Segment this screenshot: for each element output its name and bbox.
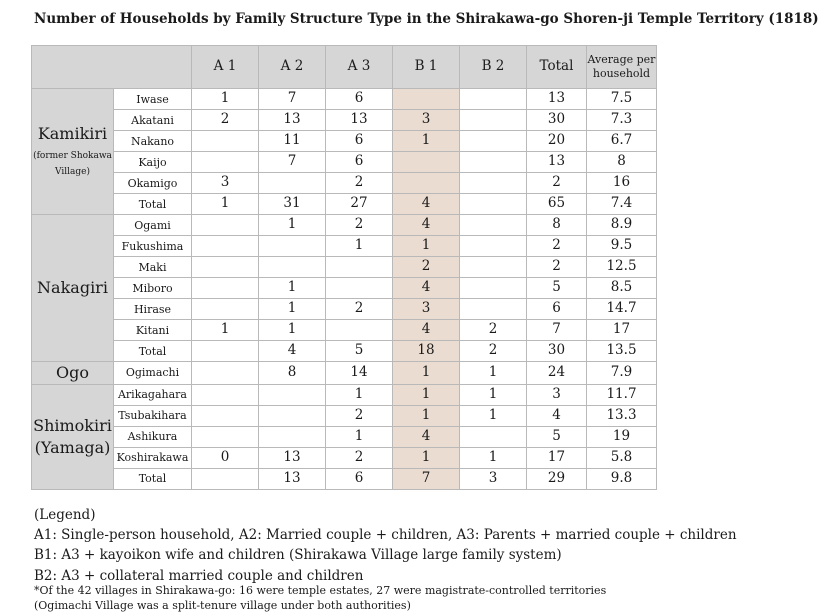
cell-a2: 8 — [259, 362, 326, 385]
cell-b2 — [460, 278, 527, 299]
cell-a1: 2 — [192, 110, 259, 131]
cell-avg: 17 — [587, 320, 657, 341]
cell-b2: 1 — [460, 362, 527, 385]
cell-b1 — [393, 173, 460, 194]
cell-a3 — [326, 278, 393, 299]
legend-line-a: A1: Single-person household, A2: Married couple + children, A3: Parents + married couple + children — [34, 527, 737, 544]
cell-avg: 7.4 — [587, 194, 657, 215]
cell-b2 — [460, 236, 527, 257]
cell-a3: 13 — [326, 110, 393, 131]
table-row — [32, 299, 657, 320]
cell-b1: 1 — [393, 447, 460, 468]
table-row — [32, 236, 657, 257]
cell-a1 — [192, 278, 259, 299]
cell-total: 29 — [527, 468, 587, 489]
footnote-line-1: *Of the 42 villages in Shirakawa-go: 16 were temple estates, 27 were magistrate-controlled territories — [34, 584, 607, 597]
cell-b1: 1 — [393, 405, 460, 426]
cell-b2 — [460, 89, 527, 110]
household-table — [31, 45, 657, 490]
cell-b2: 1 — [460, 405, 527, 426]
table-row — [32, 426, 657, 447]
cell-a3 — [326, 320, 393, 341]
cell-a2 — [259, 405, 326, 426]
cell-b1: 1 — [393, 362, 460, 385]
cell-a1 — [192, 152, 259, 173]
cell-avg: 19 — [587, 426, 657, 447]
cell-a3: 6 — [326, 89, 393, 110]
cell-avg: 9.5 — [587, 236, 657, 257]
cell-b2 — [460, 299, 527, 320]
cell-a2 — [259, 426, 326, 447]
cell-a2: 7 — [259, 152, 326, 173]
cell-total: 6 — [527, 299, 587, 320]
cell-a3: 1 — [326, 426, 393, 447]
cell-a3: 14 — [326, 362, 393, 385]
cell-a2: 31 — [259, 194, 326, 215]
cell-b2 — [460, 257, 527, 278]
village-name: Tsubakihara — [114, 405, 192, 426]
cell-a1 — [192, 257, 259, 278]
cell-a3: 2 — [326, 405, 393, 426]
table-row — [32, 131, 657, 152]
village-name: Kitani — [114, 320, 192, 341]
cell-a2: 1 — [259, 299, 326, 320]
cell-a1 — [192, 299, 259, 320]
village-name: Okamigo — [114, 173, 192, 194]
section-nakagiri — [32, 215, 114, 362]
village-name: Arikagahara — [114, 384, 192, 405]
table-row — [32, 152, 657, 173]
total-label: Total — [114, 468, 192, 489]
cell-a2: 11 — [259, 131, 326, 152]
cell-b2 — [460, 215, 527, 236]
cell-a1: 1 — [192, 89, 259, 110]
cell-b1: 4 — [393, 278, 460, 299]
cell-a1: 1 — [192, 320, 259, 341]
cell-b1: 2 — [393, 257, 460, 278]
cell-a2: 1 — [259, 215, 326, 236]
cell-a3: 1 — [326, 236, 393, 257]
village-name: Koshirakawa — [114, 447, 192, 468]
table-title: Number of Households by Family Structure Type in the Shirakawa-go Shoren-ji Temple Territory (1818) — [34, 11, 819, 27]
cell-a1 — [192, 384, 259, 405]
cell-a3: 2 — [326, 299, 393, 320]
village-name: Hirase — [114, 299, 192, 320]
cell-total: 30 — [527, 341, 587, 362]
cell-a1 — [192, 426, 259, 447]
cell-a1 — [192, 405, 259, 426]
cell-avg: 13.5 — [587, 341, 657, 362]
cell-a2: 13 — [259, 468, 326, 489]
cell-avg: 16 — [587, 173, 657, 194]
table-row — [32, 447, 657, 468]
header-total: Total — [527, 46, 587, 89]
cell-a3: 2 — [326, 215, 393, 236]
village-name: Akatani — [114, 110, 192, 131]
cell-total: 30 — [527, 110, 587, 131]
header-a1: A 1 — [192, 46, 259, 89]
cell-avg: 9.8 — [587, 468, 657, 489]
section-name: Nakagiri — [37, 278, 108, 298]
total-row — [32, 341, 657, 362]
cell-a2: 4 — [259, 341, 326, 362]
cell-total: 3 — [527, 384, 587, 405]
cell-b1: 18 — [393, 341, 460, 362]
cell-a1: 0 — [192, 447, 259, 468]
cell-total: 24 — [527, 362, 587, 385]
header-a2: A 2 — [259, 46, 326, 89]
cell-a2: 7 — [259, 89, 326, 110]
cell-total: 5 — [527, 426, 587, 447]
cell-a3: 1 — [326, 384, 393, 405]
cell-b2 — [460, 173, 527, 194]
cell-a1 — [192, 362, 259, 385]
cell-avg: 7.5 — [587, 89, 657, 110]
cell-avg: 13.3 — [587, 405, 657, 426]
cell-avg: 8 — [587, 152, 657, 173]
cell-a3: 27 — [326, 194, 393, 215]
table-row — [32, 362, 657, 385]
cell-avg: 14.7 — [587, 299, 657, 320]
footnote-line-2: (Ogimachi Village was a split-tenure village under both authorities) — [34, 598, 411, 612]
table-row — [32, 278, 657, 299]
cell-b1: 1 — [393, 236, 460, 257]
village-name: Ogami — [114, 215, 192, 236]
legend-line-b2: B2: A3 + collateral married couple and children — [34, 567, 364, 584]
cell-a2 — [259, 173, 326, 194]
village-name: Nakano — [114, 131, 192, 152]
cell-b2 — [460, 194, 527, 215]
cell-b1: 4 — [393, 320, 460, 341]
cell-total: 13 — [527, 152, 587, 173]
cell-a1 — [192, 131, 259, 152]
cell-a3: 2 — [326, 173, 393, 194]
cell-avg: 11.7 — [587, 384, 657, 405]
header-average: Average per household — [587, 46, 657, 89]
total-label: Total — [114, 194, 192, 215]
table-row — [32, 215, 657, 236]
section-name: Shimokiri — [33, 416, 112, 435]
cell-b1: 4 — [393, 215, 460, 236]
village-name: Kaijo — [114, 152, 192, 173]
footnotes — [34, 584, 606, 614]
header-a3: A 3 — [326, 46, 393, 89]
cell-avg: 12.5 — [587, 257, 657, 278]
section-name: Kamikiri — [37, 124, 108, 144]
cell-b2 — [460, 152, 527, 173]
cell-b2: 2 — [460, 320, 527, 341]
cell-b1: 7 — [393, 468, 460, 489]
cell-avg: 8.5 — [587, 278, 657, 299]
cell-b2: 2 — [460, 341, 527, 362]
cell-total: 8 — [527, 215, 587, 236]
cell-a3: 6 — [326, 131, 393, 152]
cell-a2: 1 — [259, 320, 326, 341]
cell-b1: 3 — [393, 110, 460, 131]
cell-a1 — [192, 236, 259, 257]
cell-b2 — [460, 426, 527, 447]
cell-a1 — [192, 341, 259, 362]
table-row — [32, 320, 657, 341]
legend — [34, 507, 737, 588]
cell-b2: 1 — [460, 384, 527, 405]
cell-total: 65 — [527, 194, 587, 215]
cell-b1: 1 — [393, 131, 460, 152]
cell-a3 — [326, 257, 393, 278]
cell-b2 — [460, 131, 527, 152]
cell-a3: 6 — [326, 468, 393, 489]
village-name: Ashikura — [114, 426, 192, 447]
cell-avg: 6.7 — [587, 131, 657, 152]
legend-heading: (Legend) — [34, 507, 96, 523]
cell-total: 2 — [527, 236, 587, 257]
village-name: Ogimachi — [114, 362, 192, 385]
section-ogo — [32, 362, 114, 385]
village-name: Fukushima — [114, 236, 192, 257]
cell-a2: 13 — [259, 110, 326, 131]
cell-total: 7 — [527, 320, 587, 341]
cell-a3: 5 — [326, 341, 393, 362]
table-row — [32, 384, 657, 405]
cell-b2 — [460, 110, 527, 131]
cell-b1 — [393, 152, 460, 173]
cell-total: 17 — [527, 447, 587, 468]
table-row — [32, 173, 657, 194]
table-row — [32, 405, 657, 426]
cell-a3: 6 — [326, 152, 393, 173]
cell-a2: 13 — [259, 447, 326, 468]
cell-total: 2 — [527, 173, 587, 194]
table-row — [32, 110, 657, 131]
village-name: Miboro — [114, 278, 192, 299]
cell-a2 — [259, 236, 326, 257]
header-b1: B 1 — [393, 46, 460, 89]
cell-b1: 1 — [393, 384, 460, 405]
cell-b1: 4 — [393, 426, 460, 447]
cell-a3: 2 — [326, 447, 393, 468]
table-row — [32, 257, 657, 278]
total-row — [32, 194, 657, 215]
section-subtitle: (Yamaga) — [34, 437, 111, 457]
cell-a1: 3 — [192, 173, 259, 194]
cell-avg: 5.8 — [587, 447, 657, 468]
cell-total: 4 — [527, 405, 587, 426]
cell-a1: 1 — [192, 194, 259, 215]
cell-b1: 3 — [393, 299, 460, 320]
cell-a2: 1 — [259, 278, 326, 299]
cell-total: 5 — [527, 278, 587, 299]
cell-avg: 8.9 — [587, 215, 657, 236]
section-shimokiri — [32, 384, 114, 489]
cell-a2 — [259, 384, 326, 405]
table-row — [32, 89, 657, 110]
legend-line-b1: B1: A3 + kayoikon wife and children (Shirakawa Village large family system) — [34, 547, 562, 564]
header-b2: B 2 — [460, 46, 527, 89]
cell-avg: 7.3 — [587, 110, 657, 131]
cell-total: 2 — [527, 257, 587, 278]
village-name: Maki — [114, 257, 192, 278]
total-row — [32, 468, 657, 489]
cell-b1 — [393, 89, 460, 110]
section-subtitle: (former Shokawa Village) — [33, 150, 112, 177]
cell-a1 — [192, 468, 259, 489]
header-blank — [32, 46, 192, 89]
cell-b2: 3 — [460, 468, 527, 489]
cell-b2: 1 — [460, 447, 527, 468]
header-row — [32, 46, 657, 89]
cell-total: 13 — [527, 89, 587, 110]
cell-a1 — [192, 215, 259, 236]
cell-a2 — [259, 257, 326, 278]
cell-total: 20 — [527, 131, 587, 152]
section-kamikiri — [32, 89, 114, 215]
total-label: Total — [114, 341, 192, 362]
section-name: Ogo — [56, 363, 89, 382]
cell-b1: 4 — [393, 194, 460, 215]
cell-avg: 7.9 — [587, 362, 657, 385]
village-name: Iwase — [114, 89, 192, 110]
